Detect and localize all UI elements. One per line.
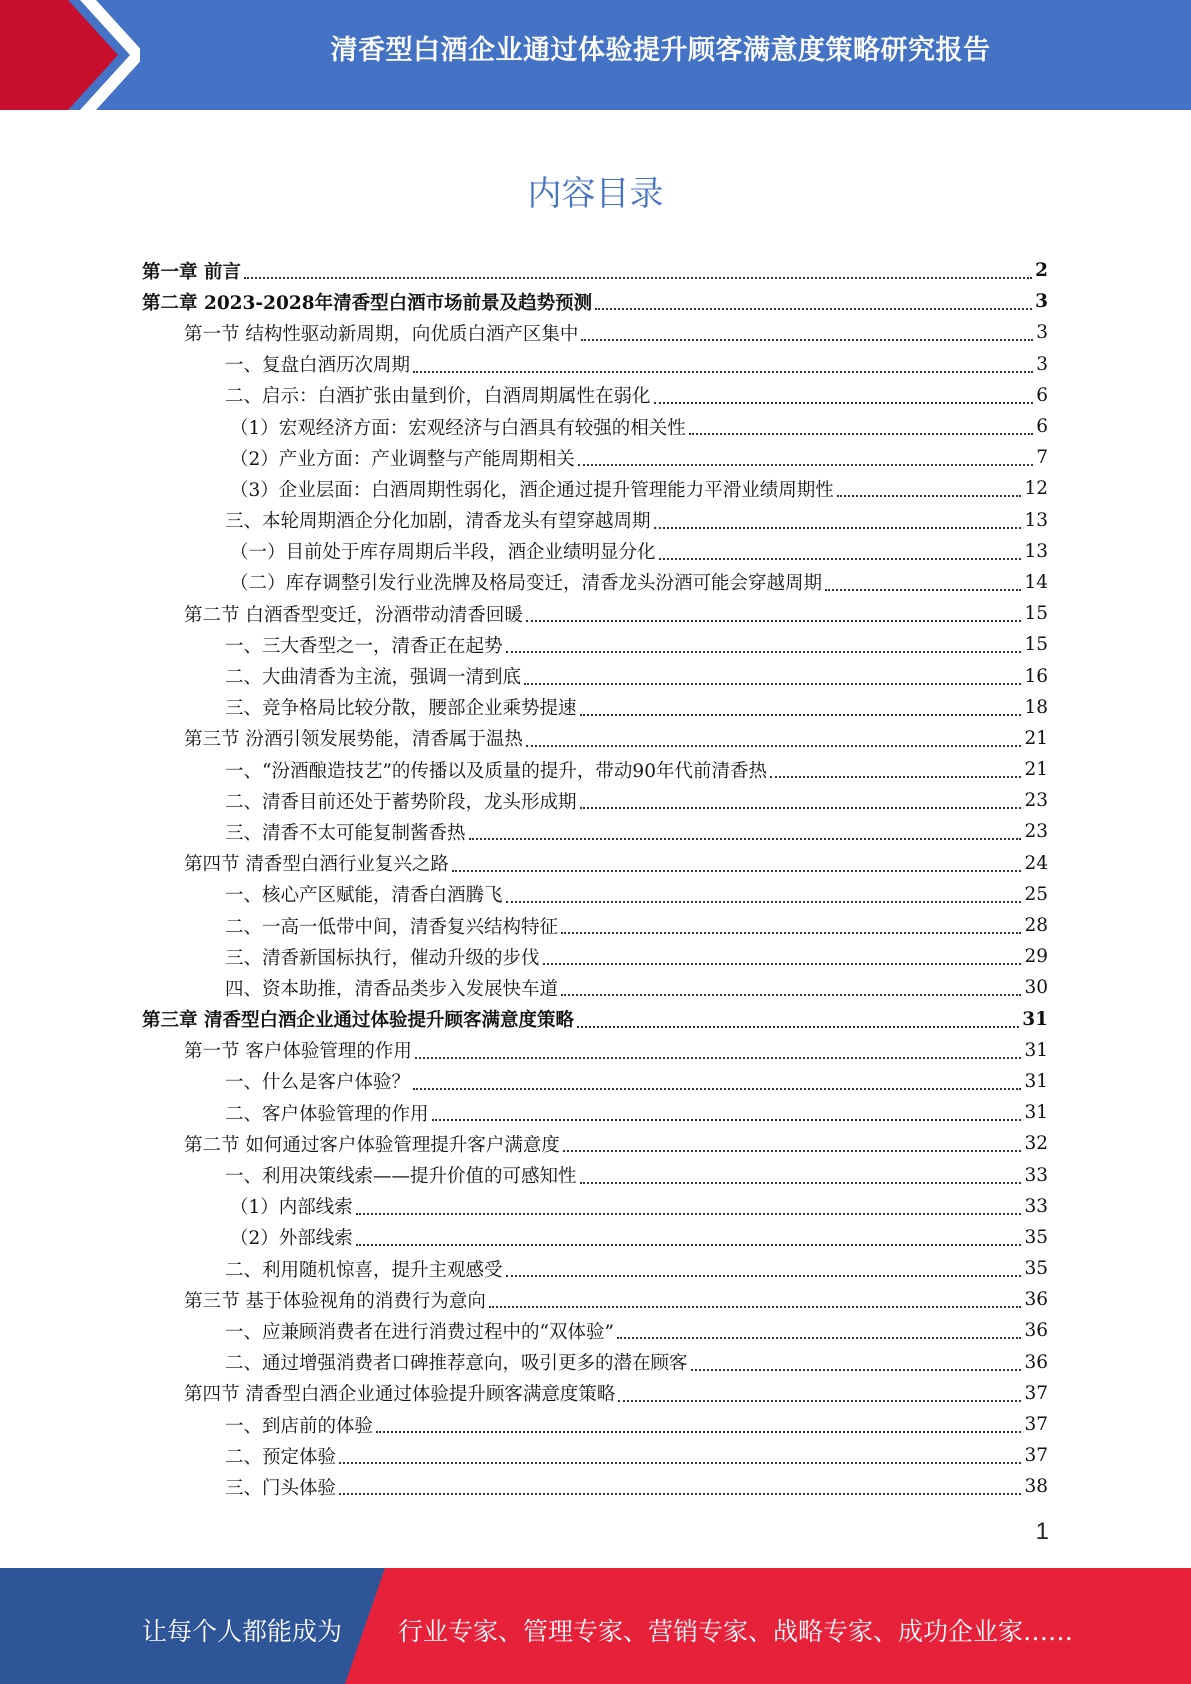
toc-entry[interactable] — [142, 754, 1048, 785]
toc-dot-leader — [770, 775, 1021, 778]
toc-entry-title: 一、什么是客户体验？ — [225, 1072, 411, 1094]
toc-entry[interactable] — [142, 567, 1048, 598]
toc-entry-page: 21 — [1024, 727, 1048, 749]
toc-dot-leader — [825, 588, 1021, 591]
toc-entry-title: 一、到店前的体验 — [225, 1415, 374, 1437]
toc-dot-leader — [506, 1274, 1022, 1277]
toc-entry-title: 二、预定体验 — [225, 1446, 337, 1468]
toc-dot-leader — [413, 370, 1033, 373]
toc-entry-title: 一、核心产区赋能，清香白酒腾飞 — [225, 885, 503, 907]
toc-dot-leader — [561, 931, 1021, 934]
toc-entry-page: 23 — [1024, 821, 1048, 843]
toc-entry[interactable] — [142, 660, 1048, 691]
toc-entry-page: 37 — [1024, 1382, 1048, 1404]
toc-entry[interactable] — [142, 972, 1048, 1003]
toc-entry-page: 23 — [1024, 790, 1048, 812]
toc-dot-leader — [506, 650, 1022, 653]
toc-entry-page: 35 — [1024, 1258, 1048, 1280]
toc-entry-title: 第四节 清香型白酒行业复兴之路 — [184, 854, 449, 876]
toc-entry-title: 一、应兼顾消费者在进行消费过程中的“双体验” — [225, 1321, 614, 1343]
toc-dot-leader — [580, 713, 1022, 716]
toc-entry[interactable] — [142, 629, 1048, 660]
toc-dot-leader — [526, 744, 1022, 747]
toc-entry-page: 24 — [1024, 852, 1048, 874]
toc-entry[interactable] — [142, 1222, 1048, 1253]
toc-entry[interactable] — [142, 1409, 1048, 1440]
toc-entry-title: 第一节 客户体验管理的作用 — [184, 1041, 412, 1063]
toc-entry-page: 13 — [1024, 540, 1048, 562]
toc-entry[interactable] — [142, 1097, 1048, 1128]
toc-dot-leader — [339, 1492, 1021, 1495]
toc-entry-page: 3 — [1036, 353, 1048, 375]
toc-entry[interactable] — [142, 1159, 1048, 1190]
toc-entry-page: 3 — [1036, 322, 1048, 344]
toc-entry-title: 第二节 如何通过客户体验管理提升客户满意度 — [184, 1134, 560, 1156]
toc-entry-title: 第三章 清香型白酒企业通过体验提升顾客满意度策略 — [142, 1010, 574, 1032]
toc-dot-leader — [452, 869, 1022, 872]
toc-dot-leader — [654, 526, 1022, 529]
toc-entry[interactable] — [142, 598, 1048, 629]
toc-entry-page: 6 — [1036, 384, 1048, 406]
toc-entry[interactable] — [142, 380, 1048, 411]
toc-dot-leader — [543, 962, 1022, 965]
toc-entry-title: 二、一高一低带中间，清香复兴结构特征 — [225, 916, 559, 938]
toc-entry-title: （1）内部线索 — [230, 1197, 353, 1219]
toc-entry-title: 三、本轮周期酒企分化加剧，清香龙头有望穿越周期 — [225, 511, 651, 533]
toc-dot-leader — [356, 1212, 1022, 1215]
toc-entry-title: （3）企业层面：白酒周期性弱化，酒企通过提升管理能力平滑业绩周期性 — [230, 479, 834, 501]
toc-entry-page: 31 — [1024, 1102, 1048, 1124]
toc-entry-page: 37 — [1024, 1445, 1048, 1467]
toc-dot-leader — [691, 1368, 1022, 1371]
toc-entry-page: 25 — [1024, 883, 1048, 905]
toc-entry[interactable] — [142, 286, 1048, 317]
toc-entry-title: 三、清香不太可能复制酱香热 — [225, 822, 466, 844]
toc-dot-leader — [561, 993, 1021, 996]
toc-entry[interactable] — [142, 536, 1048, 567]
toc-entry-title: 第三节 汾酒引领发展势能，清香属于温热 — [184, 729, 523, 751]
toc-entry-title: 二、通过增强消费者口碑推荐意向，吸引更多的潜在顾客 — [225, 1353, 688, 1375]
toc-entry[interactable] — [142, 1253, 1048, 1284]
toc-entry[interactable] — [142, 1284, 1048, 1315]
toc-entry-title: 二、客户体验管理的作用 — [225, 1103, 429, 1125]
toc-entry-page: 29 — [1024, 946, 1048, 968]
toc-entry-page: 35 — [1024, 1226, 1048, 1248]
toc-dot-leader — [526, 619, 1022, 622]
toc-dot-leader — [837, 494, 1022, 497]
toc-entry[interactable] — [142, 505, 1048, 536]
toc-entry[interactable] — [142, 1035, 1048, 1066]
toc-entry-title: 三、门头体验 — [225, 1477, 337, 1499]
toc-entry-page: 31 — [1024, 1039, 1048, 1061]
toc-entry-page: 13 — [1024, 509, 1048, 531]
toc-dot-leader — [376, 1430, 1021, 1433]
toc-entry-title: 第二章 2023-2028年清香型白酒市场前景及趋势预测 — [142, 292, 593, 314]
toc-dot-leader — [244, 276, 1032, 279]
toc-dot-leader — [577, 1025, 1019, 1028]
toc-entry[interactable] — [142, 1191, 1048, 1222]
toc-entry-title: 一、复盘白酒历次周期 — [225, 355, 411, 377]
toc-entry-title: （2）外部线索 — [230, 1228, 353, 1250]
toc-entry-title: 四、资本助推，清香品类步入发展快车道 — [225, 978, 559, 1000]
toc-dot-leader — [413, 1087, 1021, 1090]
toc-entry-title: 第一章 前言 — [142, 261, 241, 283]
toc-entry[interactable] — [142, 1378, 1048, 1409]
toc-entry-page: 2 — [1035, 260, 1048, 282]
toc-entry-page: 38 — [1024, 1476, 1048, 1498]
toc-entry[interactable] — [142, 723, 1048, 754]
toc-entry-title: 三、清香新国标执行，催动升级的步伐 — [225, 947, 540, 969]
toc-entry-title: 二、清香目前还处于蓄势阶段，龙头形成期 — [225, 791, 577, 813]
toc-entry-title: 一、利用决策线索——提升价值的可感知性 — [225, 1166, 577, 1188]
toc-entry-page: 12 — [1024, 478, 1048, 500]
toc-dot-leader — [595, 307, 1032, 310]
toc-dot-leader — [617, 1336, 1022, 1339]
toc-entry-page: 36 — [1024, 1351, 1048, 1373]
toc-dot-leader — [489, 1305, 1022, 1308]
toc-entry-page: 33 — [1024, 1195, 1048, 1217]
toc-entry-title: 二、利用随机惊喜，提升主观感受 — [225, 1259, 503, 1281]
toc-dot-leader — [524, 682, 1021, 685]
toc-dot-leader — [581, 338, 1033, 341]
toc-entry[interactable] — [142, 910, 1048, 941]
toc-dot-leader — [356, 1243, 1022, 1246]
toc-entry-title: （2）产业方面：产业调整与产能周期相关 — [230, 448, 575, 470]
toc-dot-leader — [432, 1118, 1022, 1121]
toc-entry[interactable] — [142, 473, 1048, 504]
toc-entry-title: （二）库存调整引发行业洗牌及格局变迁，清香龙头汾酒可能会穿越周期 — [230, 573, 823, 595]
toc-entry-page: 7 — [1036, 447, 1048, 469]
toc-dot-leader — [580, 806, 1022, 809]
toc-entry[interactable] — [142, 411, 1048, 442]
toc-entry-title: 二、大曲清香为主流，强调一清到底 — [225, 667, 522, 689]
toc-entry-page: 6 — [1036, 416, 1048, 438]
toc-dot-leader — [659, 557, 1022, 560]
toc-entry-page: 3 — [1035, 291, 1048, 313]
toc-entry-title: （1）宏观经济方面：宏观经济与白酒具有较强的相关性 — [230, 417, 686, 439]
toc-entry[interactable] — [142, 255, 1048, 286]
toc-entry-title: 第四节 清香型白酒企业通过体验提升顾客满意度策略 — [184, 1384, 616, 1406]
toc-entry[interactable] — [142, 1004, 1048, 1035]
toc-entry[interactable] — [142, 816, 1048, 847]
toc-entry-page: 31 — [1024, 1070, 1048, 1092]
toc-dot-leader — [689, 432, 1033, 435]
toc-entry-page: 28 — [1024, 915, 1048, 937]
toc-dot-leader — [339, 1461, 1021, 1464]
toc-entry[interactable] — [142, 1315, 1048, 1346]
toc-entry[interactable] — [142, 1347, 1048, 1378]
toc-entry[interactable] — [142, 1471, 1048, 1502]
table-of-contents — [142, 255, 1048, 1503]
toc-dot-leader — [506, 900, 1022, 903]
toc-dot-leader — [563, 1149, 1022, 1152]
toc-entry-page: 15 — [1024, 603, 1048, 625]
toc-entry[interactable] — [142, 785, 1048, 816]
page-number: 1 — [1035, 1518, 1049, 1545]
toc-entry-page: 32 — [1024, 1133, 1048, 1155]
toc-entry-title: （一）目前处于库存周期后半段，酒企业绩明显分化 — [230, 542, 656, 564]
toc-entry[interactable] — [142, 941, 1048, 972]
toc-entry[interactable] — [142, 349, 1048, 380]
header-arrow-decoration — [0, 0, 140, 110]
footer-slogan-right: 行业专家、管理专家、营销专家、战略专家、成功企业家…… — [398, 1617, 1074, 1646]
toc-entry-title: 第一节 结构性驱动新周期，向优质白酒产区集中 — [184, 323, 579, 345]
toc-entry-page: 16 — [1024, 665, 1048, 687]
toc-entry-title: 一、三大香型之一，清香正在起势 — [225, 635, 503, 657]
toc-entry-title: 一、“汾酒酿造技艺”的传播以及质量的提升，带动90年代前清香热 — [225, 760, 767, 782]
toc-entry[interactable] — [142, 1440, 1048, 1471]
toc-dot-leader — [578, 463, 1033, 466]
toc-entry-page: 15 — [1024, 634, 1048, 656]
toc-entry-page: 33 — [1024, 1164, 1048, 1186]
toc-entry[interactable] — [142, 1128, 1048, 1159]
toc-entry[interactable] — [142, 317, 1048, 348]
toc-entry-title: 三、竞争格局比较分散，腰部企业乘势提速 — [225, 698, 577, 720]
toc-entry-page: 14 — [1024, 571, 1048, 593]
report-title: 清香型白酒企业通过体验提升顾客满意度策略研究报告 — [330, 35, 991, 66]
footer-slogan-left: 让每个人都能成为 — [142, 1617, 343, 1646]
toc-heading: 内容目录 — [527, 174, 664, 214]
toc-entry-title: 第二节 白酒香型变迁，汾酒带动清香回暖 — [184, 604, 523, 626]
toc-dot-leader — [415, 1056, 1022, 1059]
toc-entry-page: 30 — [1024, 977, 1048, 999]
toc-entry[interactable] — [142, 1066, 1048, 1097]
toc-entry[interactable] — [142, 848, 1048, 879]
toc-dot-leader — [469, 837, 1022, 840]
toc-entry-page: 31 — [1022, 1008, 1048, 1030]
toc-entry[interactable] — [142, 879, 1048, 910]
toc-entry-page: 36 — [1024, 1320, 1048, 1342]
toc-dot-leader — [654, 401, 1034, 404]
toc-entry-title: 二、启示：白酒扩张由量到价，白酒周期属性在弱化 — [225, 386, 651, 408]
toc-entry-page: 21 — [1024, 759, 1048, 781]
page-header — [0, 0, 1191, 110]
toc-entry-page: 18 — [1024, 696, 1048, 718]
toc-entry-page: 37 — [1024, 1414, 1048, 1436]
toc-dot-leader — [618, 1399, 1021, 1402]
toc-entry-title: 第三节 基于体验视角的消费行为意向 — [184, 1290, 486, 1312]
toc-entry-page: 36 — [1024, 1289, 1048, 1311]
toc-entry[interactable] — [142, 692, 1048, 723]
toc-dot-leader — [580, 1181, 1022, 1184]
toc-entry[interactable] — [142, 442, 1048, 473]
